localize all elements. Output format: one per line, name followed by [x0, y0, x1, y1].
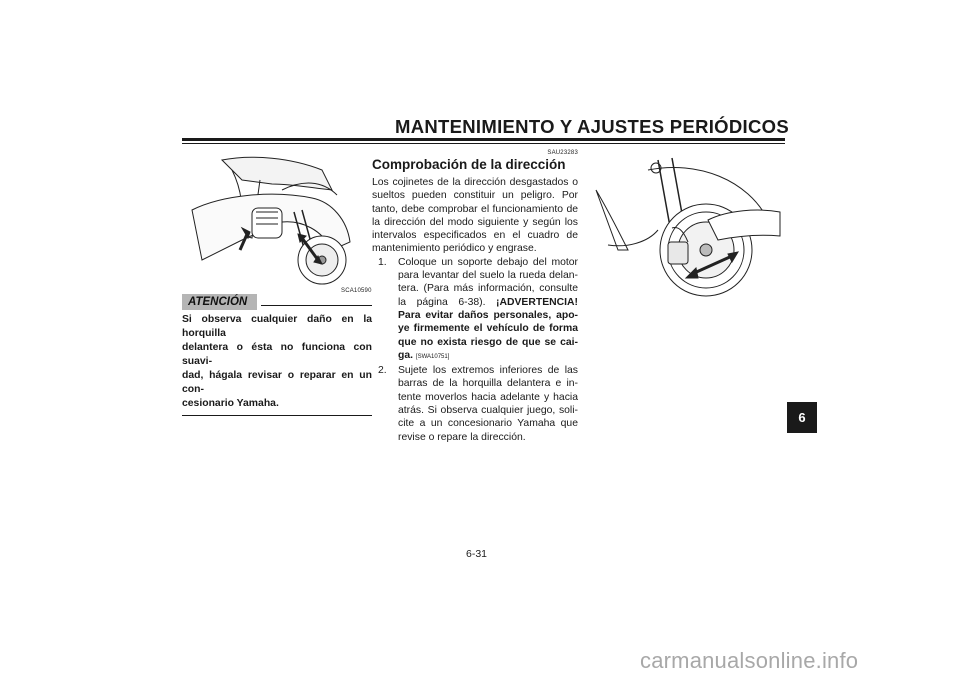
section-intro: Los cojinetes de la dirección desgastados o sueltos pueden constituir un peligro. Por tanto, debe comprobar el funcionamiento de la dirección del modo siguiente y según los intervalos especificados en el cuadro de mantenimiento periódico y engrase. [372, 177, 578, 255]
steering-section [372, 150, 578, 444]
warning-code: [SWA10751] [415, 353, 450, 360]
steering-check-illustration [588, 150, 784, 298]
attention-text: Si observa cualquier daño en la horquilla delantera o ésta no funciona con suavi- dad, hágala revisar o reparar en un con- cesionario Yamaha. [182, 314, 372, 409]
page-title: MANTENIMIENTO Y AJUSTES PERIÓDICOS [395, 116, 789, 137]
section-code: SAU23283 [547, 150, 578, 156]
section-title: Comprobación de la dirección [372, 157, 566, 172]
watermark: carmanualsonline.info [640, 648, 859, 673]
fork-check-illustration [182, 150, 372, 285]
attention-box [182, 294, 372, 416]
header-rule-thin [182, 143, 785, 144]
figure-code: SCA10590 [341, 288, 372, 294]
step-2: 2. Sujete los extremos inferiores de las barras de la horquilla delantera e in-tente moverlos hacia adelante y hacia atrás. Si observa cualquier juego, soli-cite a un concesionario Yamaha que revise o repare la dirección. [378, 365, 578, 443]
chapter-tab: 6 [787, 402, 817, 433]
warning-text: ¡ADVERTENCIA! Para evitar daños personales, apo-ye firmemente el vehículo de forma que no exista riesgo de que se cai-ga. [398, 296, 578, 361]
header-rule-thick [182, 138, 785, 141]
step-1: 1. Coloque un soporte debajo del motor para levantar del suelo la rueda delan-tera. (Para más información, consulte la página 6-38). ¡ADVERTENCIA! Para evitar daños personales, apo-ye firmemente el vehículo de forma que no exista riesgo de que se cai-ga. [SWA10751] [378, 256, 578, 361]
page-number: 6-31 [466, 548, 488, 560]
attention-badge: ATENCIÓN [182, 294, 257, 310]
